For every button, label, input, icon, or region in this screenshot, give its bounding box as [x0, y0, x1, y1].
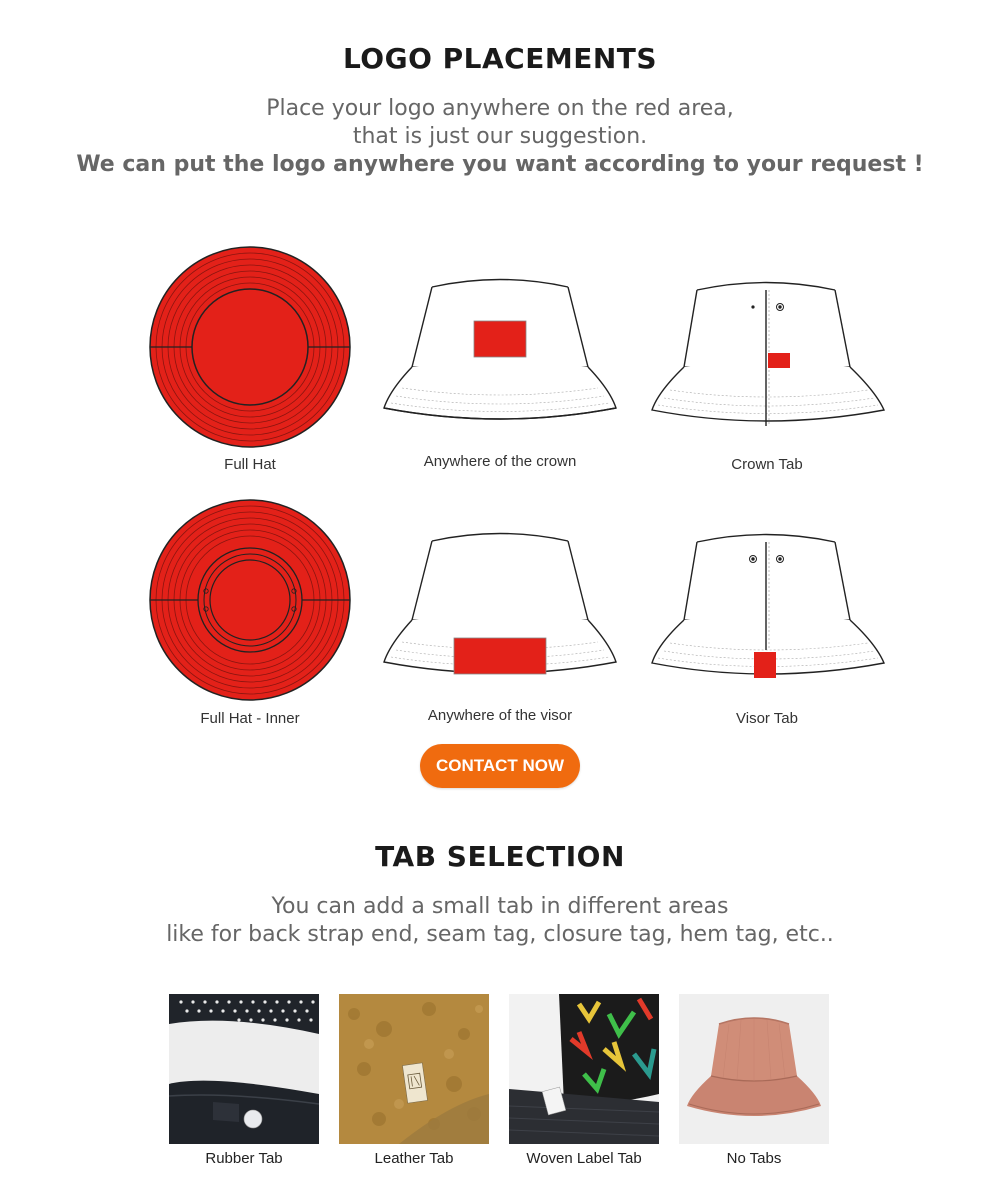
caption-full-hat: Full Hat [224, 456, 276, 473]
caption-anywhere-visor: Anywhere of the visor [427, 707, 573, 724]
logo-placements-title: LOGO PLACEMENTS [342, 42, 658, 75]
no-tabs-image [679, 994, 829, 1144]
caption-visor-tab: Visor Tab [736, 710, 798, 727]
woven-label-tab-label: Woven Label Tab [526, 1150, 642, 1167]
crown-tab-diagram [652, 283, 884, 427]
leather-tab-image [339, 994, 489, 1144]
contact-now-button[interactable]: CONTACT NOW [420, 744, 580, 788]
rubber-tab-label: Rubber Tab [205, 1150, 283, 1167]
logo-placements-line3: We can put the logo anywhere you want according to your request ! [76, 152, 924, 177]
caption-anywhere-crown: Anywhere of the crown [423, 453, 577, 470]
caption-crown-tab: Crown Tab [731, 456, 803, 473]
leather-tab-label: Leather Tab [374, 1150, 454, 1167]
tab-selection-line1: You can add a small tab in different areas [271, 894, 729, 919]
full-hat-inner-diagram [150, 500, 350, 700]
tab-selection-line2: like for back strap end, seam tag, closure tag, hem tag, etc.. [166, 922, 834, 947]
full-hat-diagram [150, 247, 350, 447]
no-tabs-label: No Tabs [726, 1150, 782, 1167]
visor-tab-diagram [652, 535, 884, 679]
woven-label-tab-image [509, 994, 659, 1144]
caption-full-hat-inner: Full Hat - Inner [200, 710, 300, 727]
rubber-tab-image [169, 994, 319, 1144]
tab-selection-title: TAB SELECTION [375, 840, 625, 873]
crown-diagram [384, 280, 616, 420]
visor-diagram [384, 534, 616, 675]
logo-placement-diagrams [0, 230, 1000, 740]
logo-placements-line2: that is just our suggestion. [352, 124, 648, 149]
logo-placements-line1: Place your logo anywhere on the red area, [266, 96, 734, 121]
